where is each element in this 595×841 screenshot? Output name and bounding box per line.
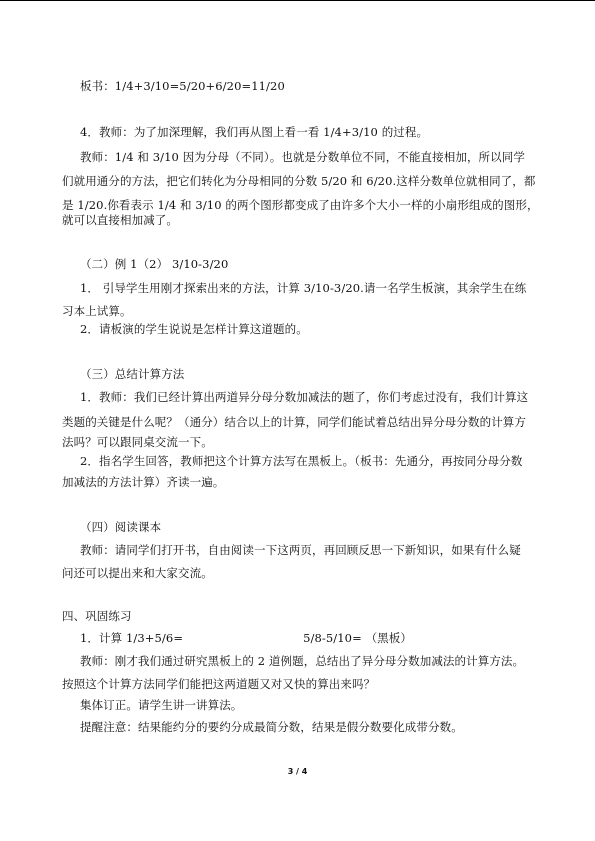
exercise-item-1: 1．计算 1/3+5/6=	[80, 631, 184, 645]
section-heading: （三）总结计算方法	[80, 367, 185, 381]
section-heading: （四）阅读课本	[80, 520, 162, 534]
paragraph-line: 2．请板演的学生说说是怎样计算这道题的。	[80, 322, 308, 336]
paragraph-line: 集体订正。请学生讲一讲算法。	[80, 698, 243, 712]
paragraph-line: 1． 引导学生用刚才探索出来的方法，计算 3/10-3/20.请一名学生板演，其余学生在练	[80, 281, 527, 295]
paragraph-line: 们就用通分的方法，把它们转化为分母相同的分数 5/20 和 6/20.这样分数单位就相同了，都	[62, 174, 536, 188]
paragraph-line: 提醒注意：结果能约分的要约分成最简分数，结果是假分数要化成带分数。	[80, 720, 463, 734]
paragraph-line: 类题的关键是什么呢？（通分）结合以上的计算，同学们能试着总结出异分母分数的计算方	[62, 415, 526, 429]
paragraph-line: 法吗？可以跟同桌交流一下。	[62, 435, 213, 449]
paragraph-line: 4．教师：为了加深理解，我们再从图上看一看 1/4+3/10 的过程。	[80, 125, 429, 139]
paragraph-line: 习本上试算。	[62, 304, 132, 318]
paragraph-line: 2．指名学生回答，教师把这个计算方法写在黑板上。（板书：先通分，再按同分母分数	[80, 454, 523, 468]
board-note-line: 板书：1/4+3/10=5/20+6/20=11/20	[80, 79, 285, 93]
section-heading: （二）例 1（2） 3/10-3/20	[80, 257, 229, 271]
exercise-item-2: 5/8-5/10= （黑板）	[303, 631, 412, 645]
paragraph-line: 1．教师：我们已经计算出两道异分母分数加减法的题了，你们考虑过没有，我们计算这	[80, 390, 529, 404]
paragraph-line: 教师：请同学们打开书，自由阅读一下这两页，再回顾反思一下新知识，如果有什么疑	[80, 543, 521, 557]
paragraph-line: 按照这个计算方法同学们能把这两道题又对又快的算出来吗？	[62, 677, 376, 691]
paragraph-line: 加减法的方法计算）齐读一遍。	[62, 475, 225, 489]
page-number: 3 / 4	[287, 767, 308, 776]
paragraph-line: 教师：刚才我们通过研究黑板上的 2 道例题，总结出了异分母分数加减法的计算方法。	[80, 654, 525, 668]
paragraph-line: 就可以直接相加减了。	[62, 213, 178, 227]
paragraph-line: 问还可以提出来和大家交流。	[62, 566, 213, 580]
paragraph-line: 是 1/20.你看表示 1/4 和 3/10 的两个图形都变成了由许多个大小一样的小扇形组成的图形，	[62, 198, 539, 212]
paragraph-line: 教师：1/4 和 3/10 因为分母（不同）。也就是分数单位不同，不能直接相加，所以同学	[80, 150, 525, 164]
exercise-line	[80, 630, 412, 646]
section-heading: 四、巩固练习	[62, 609, 132, 623]
